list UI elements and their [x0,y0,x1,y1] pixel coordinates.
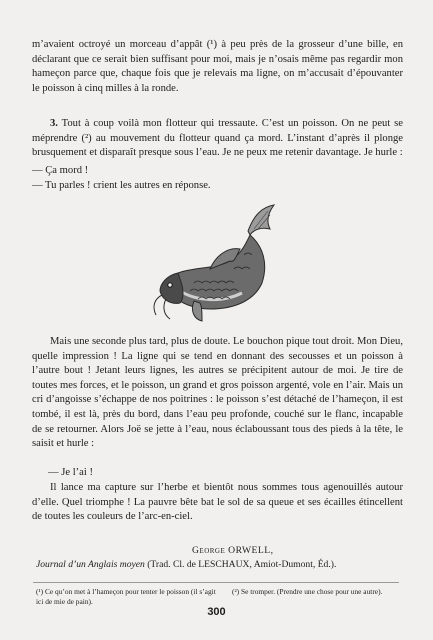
author-name: George ORWELL, [192,545,274,556]
paragraph-opening: m’avaient octroyé un morceau d’appât (¹) à peu près de la grosseur d’une bille, en déclarant que ce serait bien suffisant pour moi, mais je n’osais même pas regardir mon hameçon parce que, chaque fois que je relevais ma ligne, on m’accusait d’épouvanter le poisson à cinq milles à la ronde. [32,39,403,94]
dialogue-line-1: — Ça mord ! [32,165,89,176]
paragraph-number: 3. [50,118,58,129]
paragraph-3 [32,117,403,161]
paragraph-3-text: Tout à coup voilà mon flotteur qui tressaute. C’est un poisson. On ne peut se méprendre (²) au mouvement du flotteur quand ça mord. L’instant d’après il plonge brusquement et disparaît presque sous l’eau. Je ne peux me retenir davantage. Je hurle : [32,118,403,159]
book-title: Journal d’un Anglais moyen [36,559,145,570]
footnote-divider [33,582,399,583]
dialogue-line-2: — Tu parles ! crient les autres en réponse. [32,180,211,191]
paragraph-closing: Il lance ma capture sur l’herbe et bientôt nous sommes tous agenouillés autour d’elle. Quel triomphe ! La pauvre bête bat le sol de sa queue et ses écailles étincellent de toutes les couleurs de l’arc-en-ciel. [32,482,403,523]
paragraph-catch: Mais une seconde plus tard, plus de doute. Le bouchon pique tout droit. Mon Dieu, quelle impression ! La ligne qui se tend en donnant des secousses et un poisson à l’autre bout ! Jetant leurs lignes, les autres se précipitent autour de moi. Je tire de toutes mes forces, et le poisson, un grand et gros poisson argenté, vole en l’air. Mais un cri d’angoisse s’échappe de nos poitrines : le poisson s’est détaché de l’hameçon, il est tombé, il est là, près du bord, dans l’eau peu profonde, couché sur le flanc, incapable de se retourner. Alors Joë se jette à l’eau, nous éclaboussant tous des pieds à la tête, le saisit et hurle : [32,336,403,450]
source-reference [36,558,336,571]
footnote-1: (¹) Ce qu’on met à l’hameçon pour tenter le poisson (il s’agit ici de mie de pain). [36,587,216,606]
translation-credit: (Trad. Cl. de LESCHAUX, Amiot-Dumont, Éd.). [147,559,337,570]
footnote-2: (²) Se tromper. (Prendre une chose pour une autre). [232,587,383,596]
carp-illustration [150,203,290,333]
page-number: 300 [207,606,226,618]
dialogue-line-3: — Je l’ai ! [48,467,94,478]
